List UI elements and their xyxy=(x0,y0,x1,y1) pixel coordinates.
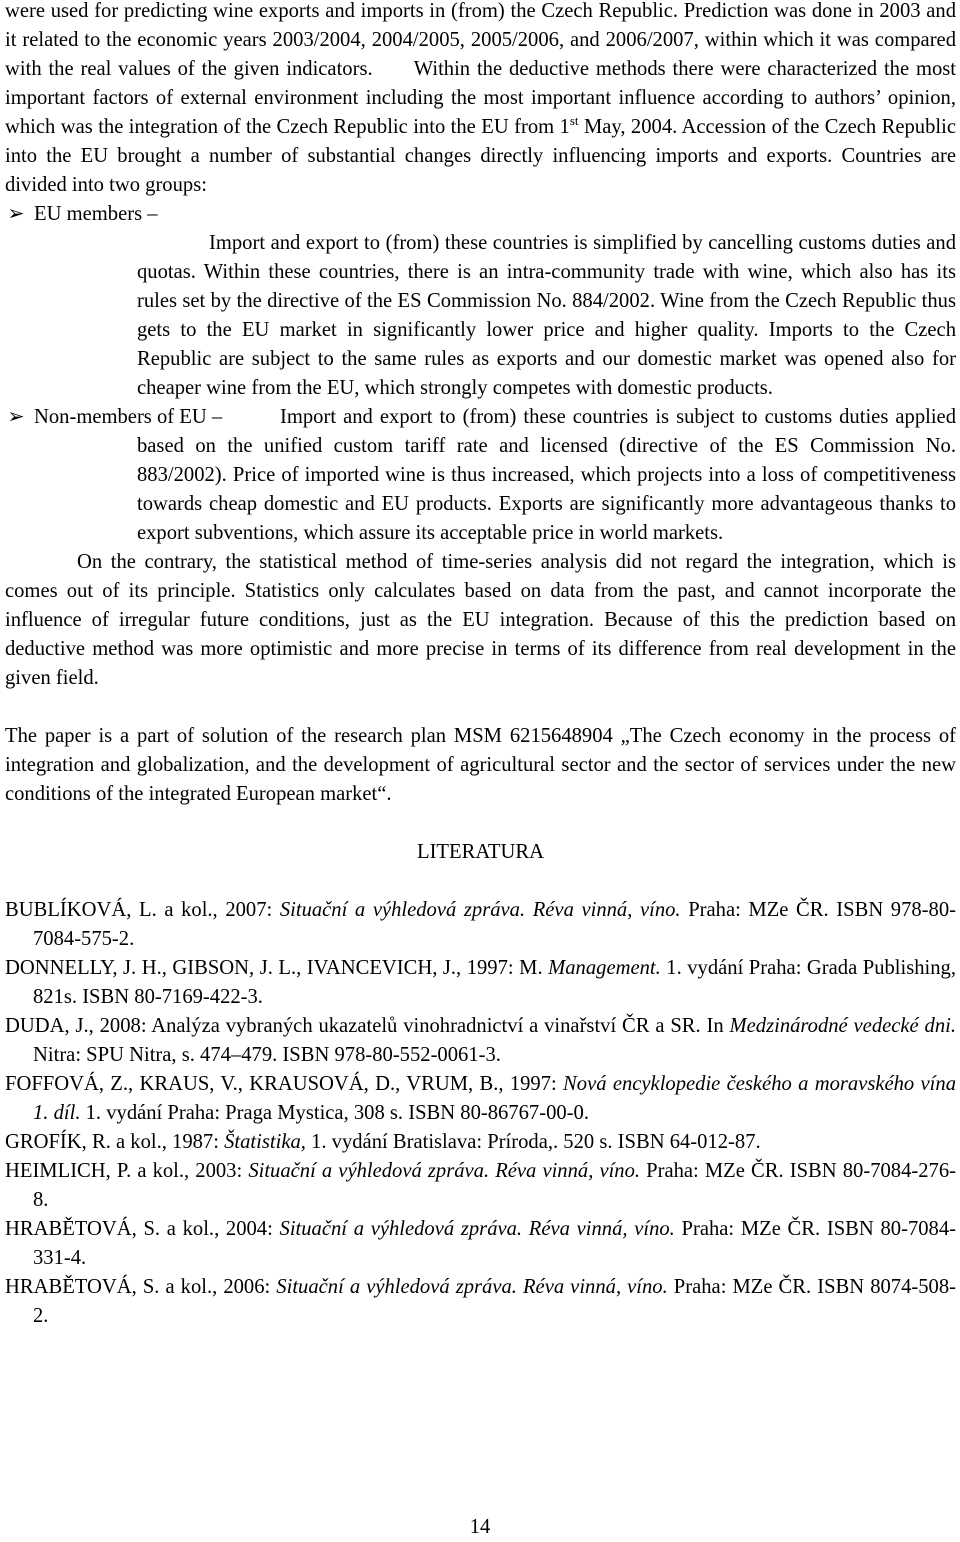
acknowledgement-paragraph: The paper is a part of solution of the research plan MSM 6215648904 „The Czech economy in the process of integration and globalization, and the development of agricultural sector and the sector of services under the new conditions of the integrated European market“. xyxy=(5,725,956,805)
reference-item xyxy=(5,1157,956,1215)
reference-title: Situační a výhledová zpráva. Réva vinná, víno. xyxy=(279,899,681,921)
spacer xyxy=(5,867,956,896)
deductive-text-b: May, 2004. Accession of the Czech Republic into the EU brought a number of substantial changes directly influencing imports and exports. Countries are divided into two groups: xyxy=(5,116,956,196)
reference-title: Situační a výhledová zpráva. Réva vinná, víno. xyxy=(248,1160,641,1182)
reference-publisher: 1. vydání Bratislava: Príroda,. 520 s. ISBN 64-012-87. xyxy=(305,1131,761,1153)
reference-item xyxy=(5,1128,956,1157)
reference-authors: DUDA, J., 2008: Analýza vybraných ukazatelů vinohradnictví a vinařství ČR a SR. In xyxy=(5,1015,730,1037)
bullet-term: Non-members of EU xyxy=(34,406,207,428)
spacer xyxy=(373,58,414,80)
arrowhead-bullet-icon: ➢ xyxy=(7,203,25,225)
bullet-text xyxy=(137,200,956,403)
reference-publisher: Praha: MZe ČR. ISBN 80-7084-331-4. xyxy=(33,1218,956,1269)
literature-heading: LITERATURA xyxy=(417,841,544,863)
spacer xyxy=(5,809,956,838)
bullet-non-members xyxy=(5,403,956,548)
reference-authors: BUBLÍKOVÁ, L. a kol., 2007: xyxy=(5,899,280,921)
deductive-text-a: Within the deductive methods there were characterized the most important factors of external environment including the most important influence according to authors’ opinion, which was the integration of the Czech Republic into the EU from 1 xyxy=(5,58,957,138)
bullet-term: EU members xyxy=(34,203,143,225)
reference-publisher: Praha: MZe ČR. ISBN 80-7084-276-8. xyxy=(33,1160,956,1211)
bullet-dash: – xyxy=(211,406,223,428)
reference-publisher: 1. vydání Praha: Praga Mystica, 308 s. ISBN 80-86767-00-0. xyxy=(80,1102,589,1124)
reference-publisher: Praha: MZe ČR. ISBN 8074-508-2. xyxy=(33,1276,956,1327)
reference-authors: FOFFOVÁ, Z., KRAUS, V., KRAUSOVÁ, D., VRUM, B., 1997: xyxy=(5,1073,564,1095)
bullet-text-content: Import and export to (from) these countries is subject to customs duties applied based on the unified custom tariff rate and licensed (directive of the ES Commission No. 883/2002). Price of imported wine is thus increased, which projects into a loss of competitiveness towards cheap domestic and EU products. Exports are significantly more advantageous thanks to export subventions, which assure its acceptable price in world markets. xyxy=(137,406,956,544)
arrowhead-bullet-icon: ➢ xyxy=(7,406,25,428)
reference-publisher: Nitra: SPU Nitra, s. 474–479. ISBN 978-80-552-0061-3. xyxy=(33,1044,501,1066)
ordinal-suffix: st xyxy=(569,113,579,128)
contrary-paragraph: On the contrary, the statistical method of time-series analysis did not regard the integration, which is comes out of its principle. Statistics only calculates based on data from the past, and cannot incorporate the influence of irregular future conditions, just as the EU integration. Because of this the prediction based on deductive method was more optimistic and more precise in terms of its difference from real development in the given field. xyxy=(5,551,956,689)
reference-authors: DONNELLY, J. H., GIBSON, J. L., IVANCEVICH, J., 1997: M. xyxy=(5,957,549,979)
reference-item xyxy=(5,1070,956,1128)
reference-authors: HRABĚTOVÁ, S. a kol., 2004: xyxy=(5,1218,280,1240)
reference-item xyxy=(5,954,956,1012)
reference-title: Situační a výhledová zpráva. Réva vinná, víno. xyxy=(276,1276,668,1298)
reference-title: Situační a výhledová zpráva. Réva vinná, víno. xyxy=(279,1218,675,1240)
reference-item xyxy=(5,896,956,954)
reference-title: Medzinárodné vedecké dni. xyxy=(729,1015,956,1037)
bullet-text xyxy=(137,403,956,548)
reference-title: Štatistika, xyxy=(224,1131,306,1153)
reference-item xyxy=(5,1273,956,1331)
bullet-dash: – xyxy=(147,203,158,225)
document-page xyxy=(5,0,956,1331)
reference-authors: HRABĚTOVÁ, S. a kol., 2006: xyxy=(5,1276,277,1298)
reference-title: Nová encyklopedie českého a moravského vína 1. díl. xyxy=(33,1073,956,1124)
bullet-term-group xyxy=(34,403,222,432)
reference-publisher: 1. vydání Praha: Grada Publishing, 821s. ISBN 80-7169-422-3. xyxy=(33,957,957,1008)
bullet-text-content: Import and export to (from) these countries is simplified by cancelling customs duties and quotas. Within these countries, there is an intra-community trade with wine, which also has its rules set by the directive of the ES Commission No. 884/2002. Wine from the Czech Republic thus gets to the EU market in significantly lower price and higher quality. Imports to the Czech Republic are subject to the same rules as exports and our domestic market was opened also for cheaper wine from the EU, which strongly competes with domestic products. xyxy=(137,232,956,399)
intro-continuation: were used for predicting wine exports and imports in (from) the Czech Republic. Prediction was done in 2003 and it related to the economic years 2003/2004, 2004/2005, 2005/2006, and 2006/2007, within which it was compared with the real values of the given indicators. xyxy=(5,0,956,80)
reference-authors: HEIMLICH, P. a kol., 2003: xyxy=(5,1160,249,1182)
spacer xyxy=(5,693,956,722)
reference-publisher: Praha: MZe ČR. ISBN 978-80-7084-575-2. xyxy=(33,899,956,950)
reference-item xyxy=(5,1012,956,1070)
reference-item xyxy=(5,1215,956,1273)
page-number: 14 xyxy=(469,1516,491,1538)
bullet-eu-members xyxy=(5,200,956,403)
reference-authors: GROFÍK, R. a kol., 1987: xyxy=(5,1131,225,1153)
bullet-term-group xyxy=(34,200,158,229)
intro-paragraph xyxy=(5,0,956,200)
reference-title: Management. xyxy=(548,957,661,979)
reference-list xyxy=(5,896,956,1331)
